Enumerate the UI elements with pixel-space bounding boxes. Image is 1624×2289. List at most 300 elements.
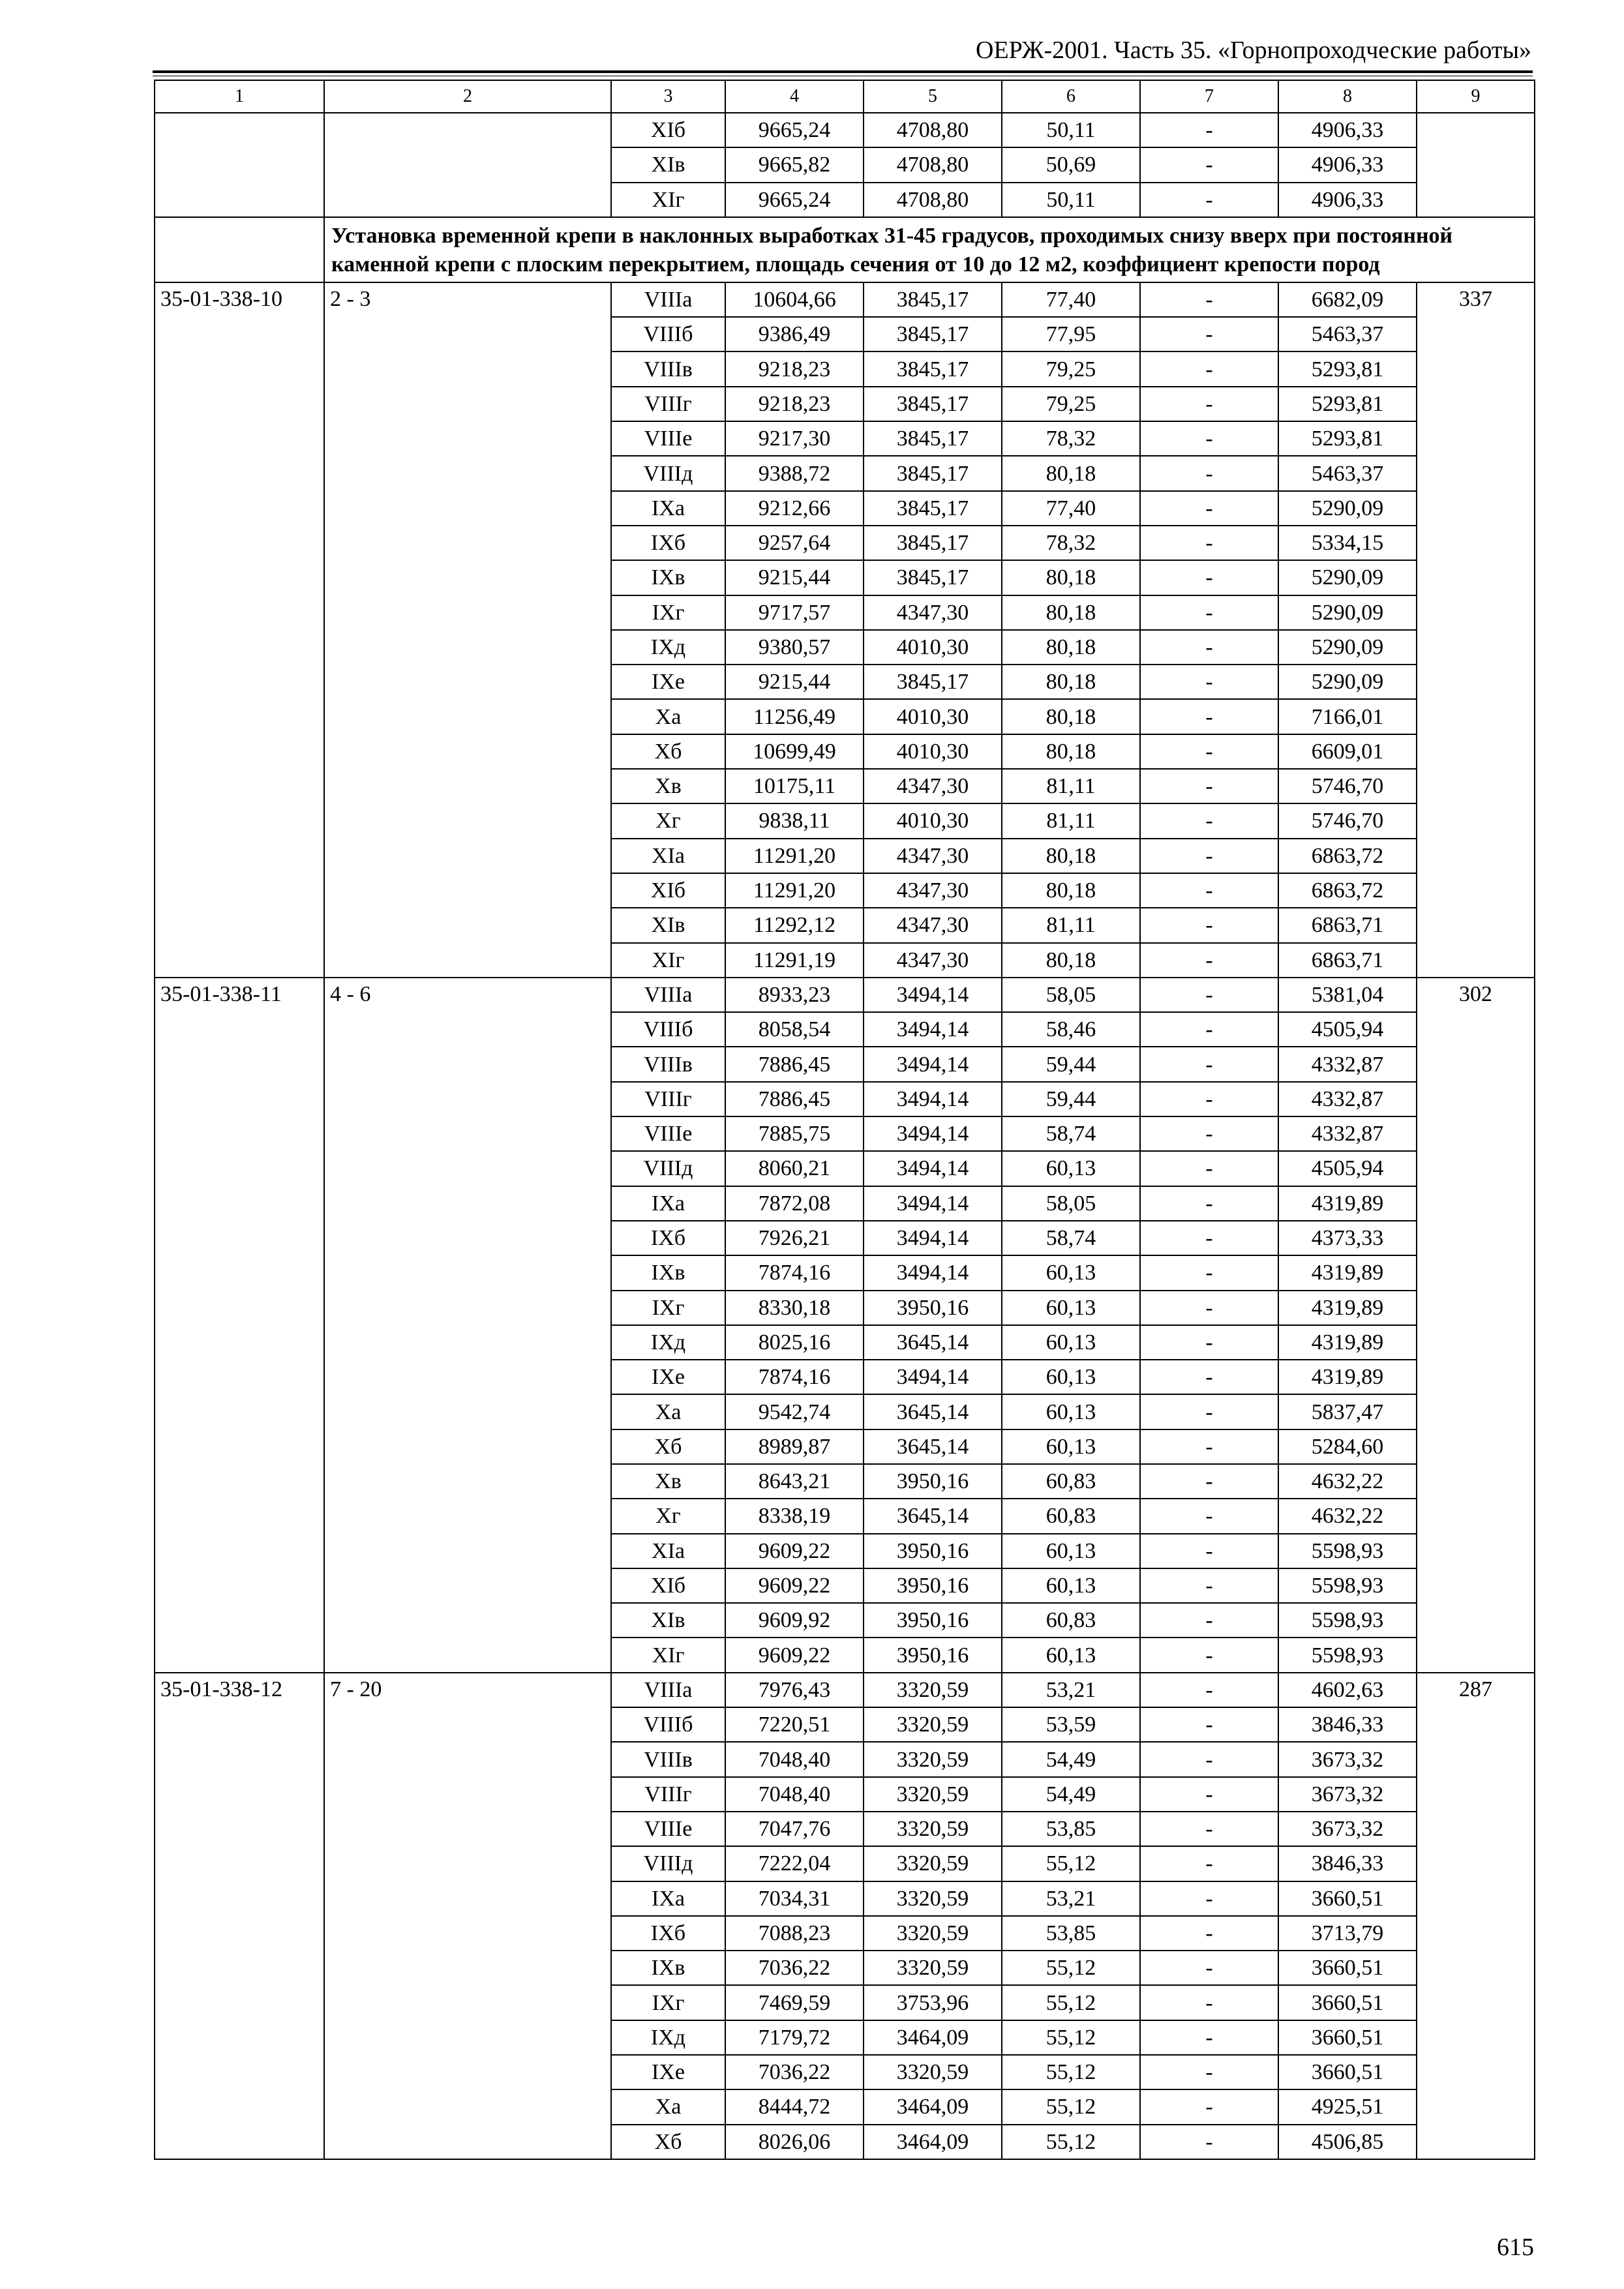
table-cell: 3320,59 xyxy=(864,1777,1002,1812)
table-cell: - xyxy=(1140,1568,1278,1603)
table-cell: - xyxy=(1140,1951,1278,1985)
table-cell: 60,83 xyxy=(1002,1464,1140,1499)
table-cell: 11292,12 xyxy=(725,908,864,942)
table-cell: 4906,33 xyxy=(1278,147,1417,182)
table-cell: 5290,09 xyxy=(1278,665,1417,699)
column-header-row xyxy=(155,80,1535,113)
table-cell: 79,25 xyxy=(1002,387,1140,421)
zone-cell: VIIIе xyxy=(611,1812,725,1846)
table-cell: - xyxy=(1140,1151,1278,1186)
table-cell: 7885,75 xyxy=(725,1116,864,1151)
zone-cell: VIIIд xyxy=(611,456,725,490)
table-cell: 3320,59 xyxy=(864,1742,1002,1776)
table-cell: 5284,60 xyxy=(1278,1429,1417,1464)
table-cell: 3464,09 xyxy=(864,2089,1002,2124)
zone-cell: IXд xyxy=(611,1325,725,1360)
table-cell: 58,74 xyxy=(1002,1116,1140,1151)
table-cell: 4708,80 xyxy=(864,147,1002,182)
table-cell: 3845,17 xyxy=(864,456,1002,490)
table-cell: 50,11 xyxy=(1002,113,1140,147)
table-cell: 9218,23 xyxy=(725,352,864,386)
table-cell: 8058,54 xyxy=(725,1012,864,1047)
table-cell: 3494,14 xyxy=(864,1047,1002,1081)
table-cell: 80,18 xyxy=(1002,734,1140,769)
table-cell: 3950,16 xyxy=(864,1534,1002,1568)
table-cell: - xyxy=(1140,1360,1278,1394)
table-cell: 4010,30 xyxy=(864,630,1002,665)
table-cell: - xyxy=(1140,769,1278,803)
table-cell: - xyxy=(1140,1221,1278,1255)
table-cell: 60,13 xyxy=(1002,1325,1140,1360)
table-cell: - xyxy=(1140,1325,1278,1360)
table-body xyxy=(155,80,1535,2159)
section-row xyxy=(155,217,1535,282)
table-cell: 3660,51 xyxy=(1278,1951,1417,1985)
table-cell: 79,25 xyxy=(1002,352,1140,386)
table-cell: 3950,16 xyxy=(864,1464,1002,1499)
table-cell: 53,21 xyxy=(1002,1881,1140,1916)
zone-cell: IXг xyxy=(611,595,725,630)
table-cell: 3494,14 xyxy=(864,978,1002,1012)
column-header: 7 xyxy=(1140,80,1278,113)
table-cell: - xyxy=(1140,1116,1278,1151)
table-cell: - xyxy=(1140,1429,1278,1464)
zone-cell: IXе xyxy=(611,665,725,699)
table-cell: 7220,51 xyxy=(725,1707,864,1742)
table-cell: - xyxy=(1140,421,1278,456)
table-cell: 8643,21 xyxy=(725,1464,864,1499)
table-cell: 9609,92 xyxy=(725,1603,864,1638)
table-cell: 7179,72 xyxy=(725,2020,864,2055)
table-cell: - xyxy=(1140,1812,1278,1846)
table-cell: 6863,71 xyxy=(1278,943,1417,978)
table-cell: - xyxy=(1140,2020,1278,2055)
table-cell: - xyxy=(1140,147,1278,182)
table-cell: - xyxy=(1140,387,1278,421)
table-cell: 59,44 xyxy=(1002,1047,1140,1081)
rock-hardness-range: 7 - 20 xyxy=(324,1673,611,2159)
zone-cell: VIIIг xyxy=(611,1777,725,1812)
zone-cell: Xб xyxy=(611,1429,725,1464)
table-cell: 5334,15 xyxy=(1278,526,1417,560)
page-header: ОЕРЖ-2001. Часть 35. «Горнопроходческие работы» xyxy=(976,37,1531,64)
table-cell: - xyxy=(1140,1846,1278,1881)
table-cell: XIв xyxy=(611,147,725,182)
table-cell: 6863,72 xyxy=(1278,839,1417,873)
table-cell: - xyxy=(1140,734,1278,769)
table-cell: 60,13 xyxy=(1002,1568,1140,1603)
table-cell: 7874,16 xyxy=(725,1360,864,1394)
table-cell: - xyxy=(1140,352,1278,386)
zone-cell: VIIIв xyxy=(611,352,725,386)
table-cell: 11256,49 xyxy=(725,699,864,734)
table-cell: 7048,40 xyxy=(725,1777,864,1812)
table-cell: 58,46 xyxy=(1002,1012,1140,1047)
rock-hardness-range: 4 - 6 xyxy=(324,978,611,1673)
table-cell: - xyxy=(1140,665,1278,699)
table-cell: 10175,11 xyxy=(725,769,864,803)
table-cell: 7976,43 xyxy=(725,1673,864,1707)
table-cell: 4906,33 xyxy=(1278,183,1417,217)
zone-cell: XIб xyxy=(611,873,725,908)
zone-cell: VIIIе xyxy=(611,421,725,456)
table-cell: - xyxy=(1140,873,1278,908)
zone-cell: VIIIв xyxy=(611,1047,725,1081)
table-cell: 3845,17 xyxy=(864,317,1002,352)
table-cell: 5598,93 xyxy=(1278,1603,1417,1638)
zone-cell: IXа xyxy=(611,1881,725,1916)
table-cell: 10604,66 xyxy=(725,282,864,317)
zone-cell: VIIIд xyxy=(611,1846,725,1881)
zone-cell: Xв xyxy=(611,1464,725,1499)
table-cell: 55,12 xyxy=(1002,2089,1140,2124)
table-cell: 3846,33 xyxy=(1278,1707,1417,1742)
zone-cell: Xг xyxy=(611,1499,725,1533)
table-cell: 8026,06 xyxy=(725,2125,864,2159)
table-cell: 9665,24 xyxy=(725,183,864,217)
section-title: Установка временной крепи в наклонных выработках 31-45 градусов, проходимых снизу вверх при постоянной каменной крепи с плоским перекрытием, площадь сечения от 10 до 12 м2, коэффициент крепости пород xyxy=(324,217,1535,282)
zone-cell: VIIIв xyxy=(611,1742,725,1776)
zone-cell: IXб xyxy=(611,526,725,560)
table-cell: 80,18 xyxy=(1002,456,1140,490)
table-cell: 3846,33 xyxy=(1278,1846,1417,1881)
table-cell: 55,12 xyxy=(1002,2020,1140,2055)
table-cell: 4506,85 xyxy=(1278,2125,1417,2159)
table-cell: - xyxy=(1140,1638,1278,1672)
table-cell: 4347,30 xyxy=(864,595,1002,630)
table-cell: 4925,51 xyxy=(1278,2089,1417,2124)
table-cell: 8060,21 xyxy=(725,1151,864,1186)
table-cell: 7926,21 xyxy=(725,1221,864,1255)
table-cell: 55,12 xyxy=(1002,1846,1140,1881)
table-cell: - xyxy=(1140,595,1278,630)
column-header: 2 xyxy=(324,80,611,113)
table-cell: - xyxy=(1140,1777,1278,1812)
table-cell: 53,85 xyxy=(1002,1916,1140,1951)
table-cell: 3845,17 xyxy=(864,421,1002,456)
table-cell: 3713,79 xyxy=(1278,1916,1417,1951)
page-number: 615 xyxy=(1497,2234,1534,2261)
column-header: 3 xyxy=(611,80,725,113)
table-cell: 4347,30 xyxy=(864,769,1002,803)
table-cell: 8989,87 xyxy=(725,1429,864,1464)
table-cell: 5598,93 xyxy=(1278,1638,1417,1672)
zone-cell: IXв xyxy=(611,1951,725,1985)
norm-cell-empty xyxy=(1417,113,1535,217)
table-cell: 53,85 xyxy=(1002,1812,1140,1846)
table-cell: - xyxy=(1140,1082,1278,1116)
table-cell: 10699,49 xyxy=(725,734,864,769)
table-row xyxy=(155,978,1535,1012)
labor-norm: 287 xyxy=(1417,1673,1535,2159)
table-cell: 4319,89 xyxy=(1278,1186,1417,1221)
table-cell: 4010,30 xyxy=(864,803,1002,838)
table-cell: 4010,30 xyxy=(864,734,1002,769)
table-cell: 6609,01 xyxy=(1278,734,1417,769)
table-cell: 53,21 xyxy=(1002,1673,1140,1707)
table-cell: 7222,04 xyxy=(725,1846,864,1881)
table-cell: 4332,87 xyxy=(1278,1047,1417,1081)
table-cell: 3645,14 xyxy=(864,1429,1002,1464)
table-cell: 5598,93 xyxy=(1278,1568,1417,1603)
table-cell: - xyxy=(1140,2055,1278,2089)
table-cell: 78,32 xyxy=(1002,526,1140,560)
zone-cell: Xв xyxy=(611,769,725,803)
table-cell: - xyxy=(1140,699,1278,734)
table-cell: 60,83 xyxy=(1002,1603,1140,1638)
table-cell: - xyxy=(1140,839,1278,873)
table-cell: 3753,96 xyxy=(864,1985,1002,2020)
table-cell: 9542,74 xyxy=(725,1394,864,1429)
table-cell: - xyxy=(1140,2125,1278,2159)
zone-cell: VIIIг xyxy=(611,387,725,421)
header-rule xyxy=(153,70,1533,76)
zone-cell: XIб xyxy=(611,1568,725,1603)
table-cell: 11291,19 xyxy=(725,943,864,978)
table-cell: 5463,37 xyxy=(1278,456,1417,490)
table-cell: 77,95 xyxy=(1002,317,1140,352)
table-cell: 9380,57 xyxy=(725,630,864,665)
table-cell: 3494,14 xyxy=(864,1186,1002,1221)
table-cell: 7036,22 xyxy=(725,1951,864,1985)
table-cell: 4708,80 xyxy=(864,183,1002,217)
range-cell-empty xyxy=(324,113,611,217)
table-cell: 9215,44 xyxy=(725,560,864,595)
table-cell: - xyxy=(1140,1012,1278,1047)
table-cell: 5293,81 xyxy=(1278,387,1417,421)
table-cell: 3845,17 xyxy=(864,665,1002,699)
zone-cell: IXв xyxy=(611,1255,725,1290)
table-cell: 4319,89 xyxy=(1278,1325,1417,1360)
table-cell: 3673,32 xyxy=(1278,1812,1417,1846)
table-cell: - xyxy=(1140,183,1278,217)
zone-cell: Xг xyxy=(611,803,725,838)
column-header: 9 xyxy=(1417,80,1535,113)
table-cell: - xyxy=(1140,1742,1278,1776)
table-cell: 4373,33 xyxy=(1278,1221,1417,1255)
column-header: 8 xyxy=(1278,80,1417,113)
zone-cell: VIIIб xyxy=(611,317,725,352)
table-cell: 3950,16 xyxy=(864,1291,1002,1325)
table-cell: 9218,23 xyxy=(725,387,864,421)
table-cell: 8933,23 xyxy=(725,978,864,1012)
table-cell: 4347,30 xyxy=(864,943,1002,978)
table-cell: 80,18 xyxy=(1002,560,1140,595)
table-cell: 3320,59 xyxy=(864,1916,1002,1951)
zone-cell: XIа xyxy=(611,1534,725,1568)
zone-cell: VIIIг xyxy=(611,1082,725,1116)
table-cell: 11291,20 xyxy=(725,839,864,873)
table-cell: 3950,16 xyxy=(864,1638,1002,1672)
table-cell: 3494,14 xyxy=(864,1082,1002,1116)
table-cell: 4632,22 xyxy=(1278,1464,1417,1499)
table-cell: - xyxy=(1140,1707,1278,1742)
table-cell: 6863,72 xyxy=(1278,873,1417,908)
table-row xyxy=(155,113,1535,147)
table-cell: 60,13 xyxy=(1002,1151,1140,1186)
table-cell: 81,11 xyxy=(1002,908,1140,942)
table-cell: - xyxy=(1140,1499,1278,1533)
rates-table xyxy=(154,80,1535,2160)
zone-cell: IXг xyxy=(611,1291,725,1325)
section-blank xyxy=(155,217,324,282)
table-row xyxy=(155,1673,1535,1707)
table-cell: 58,74 xyxy=(1002,1221,1140,1255)
zone-cell: Xб xyxy=(611,734,725,769)
table-cell: 80,18 xyxy=(1002,630,1140,665)
zone-cell: IXд xyxy=(611,630,725,665)
table-cell: 4319,89 xyxy=(1278,1360,1417,1394)
table-cell: 81,11 xyxy=(1002,769,1140,803)
zone-cell: VIIIб xyxy=(611,1707,725,1742)
table-cell: 60,83 xyxy=(1002,1499,1140,1533)
table-cell: 4347,30 xyxy=(864,873,1002,908)
table-cell: 4505,94 xyxy=(1278,1151,1417,1186)
zone-cell: XIг xyxy=(611,1638,725,1672)
zone-cell: VIIIа xyxy=(611,1673,725,1707)
table-cell: 3494,14 xyxy=(864,1012,1002,1047)
table-cell: 3320,59 xyxy=(864,1951,1002,1985)
table-cell: 8444,72 xyxy=(725,2089,864,2124)
table-cell: 9609,22 xyxy=(725,1638,864,1672)
table-cell: 6863,71 xyxy=(1278,908,1417,942)
table-cell: 7469,59 xyxy=(725,1985,864,2020)
table-cell: 7874,16 xyxy=(725,1255,864,1290)
table-cell: 5290,09 xyxy=(1278,630,1417,665)
table-cell: - xyxy=(1140,1291,1278,1325)
table-cell: 3494,14 xyxy=(864,1116,1002,1151)
table-cell: 9665,24 xyxy=(725,113,864,147)
table-cell: - xyxy=(1140,1047,1278,1081)
table-cell: 5293,81 xyxy=(1278,352,1417,386)
table-cell: 7166,01 xyxy=(1278,699,1417,734)
table-cell: - xyxy=(1140,456,1278,490)
table-cell: 3320,59 xyxy=(864,1881,1002,1916)
zone-cell: IXб xyxy=(611,1221,725,1255)
table-cell: 55,12 xyxy=(1002,1951,1140,1985)
zone-cell: Xа xyxy=(611,699,725,734)
table-cell: - xyxy=(1140,908,1278,942)
table-cell: - xyxy=(1140,1881,1278,1916)
table-cell: 5746,70 xyxy=(1278,803,1417,838)
table-cell: 9215,44 xyxy=(725,665,864,699)
table-cell: 9257,64 xyxy=(725,526,864,560)
table-cell: 80,18 xyxy=(1002,873,1140,908)
zone-cell: XIв xyxy=(611,1603,725,1638)
table-cell: 58,05 xyxy=(1002,978,1140,1012)
table-cell: 4332,87 xyxy=(1278,1082,1417,1116)
table-cell: 9838,11 xyxy=(725,803,864,838)
zone-cell: IXа xyxy=(611,1186,725,1221)
table-cell: 3845,17 xyxy=(864,526,1002,560)
table-cell: 5290,09 xyxy=(1278,491,1417,526)
table-cell: 5837,47 xyxy=(1278,1394,1417,1429)
table-cell: 80,18 xyxy=(1002,699,1140,734)
zone-cell: VIIIб xyxy=(611,1012,725,1047)
item-code: 35-01-338-11 xyxy=(155,978,324,1673)
table-cell: 7036,22 xyxy=(725,2055,864,2089)
zone-cell: IXв xyxy=(611,560,725,595)
table-cell: 3950,16 xyxy=(864,1568,1002,1603)
table-cell: 7088,23 xyxy=(725,1916,864,1951)
table-cell: 50,11 xyxy=(1002,183,1140,217)
table-cell: 8338,19 xyxy=(725,1499,864,1533)
item-code: 35-01-338-10 xyxy=(155,282,324,978)
table-cell: 5463,37 xyxy=(1278,317,1417,352)
table-cell: - xyxy=(1140,491,1278,526)
code-cell-empty xyxy=(155,113,324,217)
table-cell: 4602,63 xyxy=(1278,1673,1417,1707)
table-cell: 55,12 xyxy=(1002,1985,1140,2020)
table-cell: 9665,82 xyxy=(725,147,864,182)
table-cell: 4708,80 xyxy=(864,113,1002,147)
table-cell: - xyxy=(1140,113,1278,147)
table-cell: 3845,17 xyxy=(864,560,1002,595)
zone-cell: VIIIа xyxy=(611,978,725,1012)
zone-cell: Xа xyxy=(611,2089,725,2124)
zone-cell: XIа xyxy=(611,839,725,873)
zone-cell: Xа xyxy=(611,1394,725,1429)
table-cell: 7048,40 xyxy=(725,1742,864,1776)
table-cell: 54,49 xyxy=(1002,1742,1140,1776)
column-header: 4 xyxy=(725,80,864,113)
table-cell: 54,49 xyxy=(1002,1777,1140,1812)
table-cell: 3845,17 xyxy=(864,387,1002,421)
zone-cell: IXе xyxy=(611,1360,725,1394)
table-cell: 4632,22 xyxy=(1278,1499,1417,1533)
table-cell: - xyxy=(1140,282,1278,317)
table-cell: XIб xyxy=(611,113,725,147)
labor-norm: 337 xyxy=(1417,282,1535,978)
table-cell: 3660,51 xyxy=(1278,2020,1417,2055)
table-cell: 4347,30 xyxy=(864,839,1002,873)
table-cell: 4010,30 xyxy=(864,699,1002,734)
table-cell: 60,13 xyxy=(1002,1394,1140,1429)
table-cell: 4906,33 xyxy=(1278,113,1417,147)
table-cell: 3464,09 xyxy=(864,2125,1002,2159)
table-cell: 3645,14 xyxy=(864,1499,1002,1533)
table-cell: 3464,09 xyxy=(864,2020,1002,2055)
table-cell: 60,13 xyxy=(1002,1429,1140,1464)
table-cell: 53,59 xyxy=(1002,1707,1140,1742)
table-cell: 77,40 xyxy=(1002,491,1140,526)
table-cell: - xyxy=(1140,1985,1278,2020)
table-cell: 3320,59 xyxy=(864,1673,1002,1707)
column-header: 6 xyxy=(1002,80,1140,113)
table-cell: 9217,30 xyxy=(725,421,864,456)
table-cell: 7047,76 xyxy=(725,1812,864,1846)
table-cell: 6682,09 xyxy=(1278,282,1417,317)
zone-cell: XIв xyxy=(611,908,725,942)
table-cell: 3320,59 xyxy=(864,1846,1002,1881)
rock-hardness-range: 2 - 3 xyxy=(324,282,611,978)
table-cell: 3320,59 xyxy=(864,1812,1002,1846)
table-cell: 7872,08 xyxy=(725,1186,864,1221)
table-cell: 3494,14 xyxy=(864,1151,1002,1186)
table-cell: 3673,32 xyxy=(1278,1777,1417,1812)
table-cell: 4347,30 xyxy=(864,908,1002,942)
column-header: 5 xyxy=(864,80,1002,113)
table-cell: 3660,51 xyxy=(1278,1985,1417,2020)
table-cell: 5290,09 xyxy=(1278,595,1417,630)
table-cell: 3645,14 xyxy=(864,1325,1002,1360)
table-cell: 80,18 xyxy=(1002,595,1140,630)
table-cell: 5381,04 xyxy=(1278,978,1417,1012)
table-cell: 5598,93 xyxy=(1278,1534,1417,1568)
table-cell: - xyxy=(1140,1394,1278,1429)
zone-cell: IXе xyxy=(611,2055,725,2089)
zone-cell: IXг xyxy=(611,1985,725,2020)
